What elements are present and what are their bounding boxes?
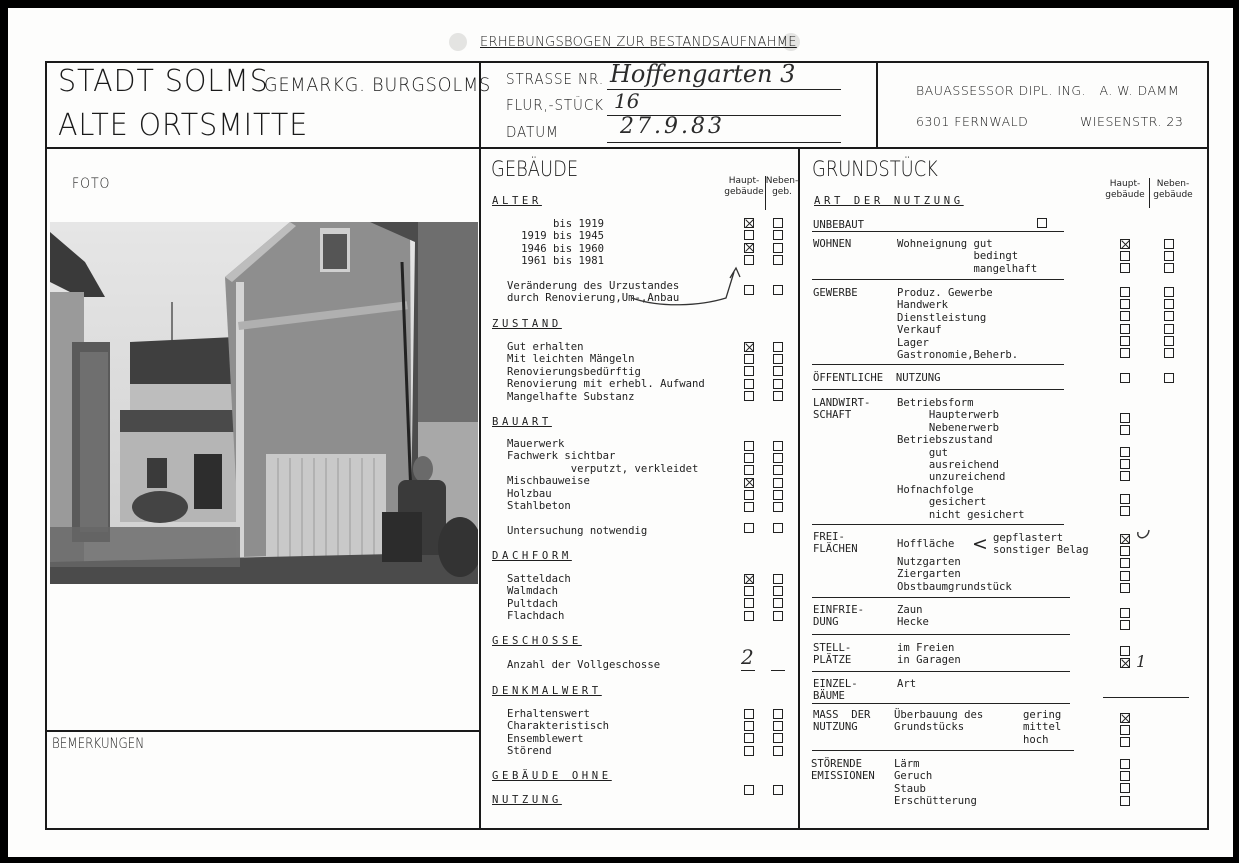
gewerbe-items: Produz. Gewerbe Handwerk Dienstleistung Verkauf Lager Gastronomie,Beherb. xyxy=(897,287,1019,362)
hofflaeche-label: Hoffläche xyxy=(897,538,955,550)
gewerbe-neben-checkbox[interactable] xyxy=(1164,299,1174,309)
mass-items: Überbauung des Grundstücks xyxy=(894,709,984,734)
mass-levels: gering mittel hoch xyxy=(1023,709,1062,746)
gewerbe-haupt-checkbox[interactable] xyxy=(1120,287,1130,297)
landwirt-zustand-checkbox[interactable] xyxy=(1120,459,1130,469)
art-title: ART DER NUTZUNG xyxy=(814,195,964,207)
geschosse-title: GESCHOSSE xyxy=(492,635,582,647)
address-street: WIESENSTR. 23 xyxy=(1080,114,1184,129)
denkmal-neben-checkbox[interactable] xyxy=(773,746,783,756)
alter-haupt-checkbox[interactable] xyxy=(744,218,754,228)
zustand-title: ZUSTAND xyxy=(492,318,562,330)
landwirt-zustand-checkbox[interactable] xyxy=(1120,471,1130,481)
denkmal-items: Erhaltenswert Charakteristisch Ensemblewert Störend xyxy=(507,708,610,758)
gebaeude-col-neben: Neben- geb. xyxy=(765,176,799,197)
datum-value: 27.9.83 xyxy=(620,114,725,139)
flur-label: FLUR,-STÜCK xyxy=(506,96,604,114)
alter-haupt-checkbox[interactable] xyxy=(744,230,754,240)
denkmal-neben-checkbox[interactable] xyxy=(773,733,783,743)
wohnen-neben-checkbox[interactable] xyxy=(1164,251,1174,261)
grundstueck-col-divider xyxy=(1149,178,1150,208)
gebaeude-col-haupt: Haupt- gebäude xyxy=(724,176,764,197)
bauart-neben-checkbox[interactable] xyxy=(773,441,783,451)
zustand-neben-checkbox[interactable] xyxy=(773,366,783,376)
dachform-haupt-checkbox[interactable] xyxy=(744,574,754,584)
dachform-haupt-checkbox[interactable] xyxy=(744,586,754,596)
einfriedung-items: Zaun Hecke xyxy=(897,604,929,629)
alter-neben-checkbox[interactable] xyxy=(773,230,783,240)
bauart-haupt-checkbox[interactable] xyxy=(744,453,754,463)
denkmal-haupt-checkbox[interactable] xyxy=(744,733,754,743)
nutzung-title: NUTZUNG xyxy=(492,794,562,806)
wohnen-haupt-checkbox[interactable] xyxy=(1120,263,1130,273)
zustand-haupt-checkbox[interactable] xyxy=(744,342,754,352)
untersuchung-neben-checkbox[interactable] xyxy=(773,523,783,533)
alter-neben-checkbox[interactable] xyxy=(773,218,783,228)
einzel-label: EINZEL- BÄUME xyxy=(813,678,858,703)
landwirt-zustand-checkbox[interactable] xyxy=(1120,447,1130,457)
row-line-unbebaut xyxy=(812,231,1064,232)
gemarkung: GEMARKG. BURGSOLMS xyxy=(264,74,492,96)
stell-checkbox[interactable] xyxy=(1120,646,1130,656)
dachform-neben-checkbox[interactable] xyxy=(773,611,783,621)
dachform-haupt-checkbox[interactable] xyxy=(744,611,754,621)
hof-brace: < xyxy=(972,533,988,555)
renovation-arrow xyxy=(630,258,750,310)
einzel-items: Art xyxy=(897,678,917,690)
row-line-frei xyxy=(812,597,1070,598)
stell-count: 1 xyxy=(1136,652,1147,671)
gewerbe-neben-checkbox[interactable] xyxy=(1164,311,1174,321)
geschosse-item: Anzahl der Vollgeschosse xyxy=(507,659,661,671)
bauart-neben-checkbox[interactable] xyxy=(773,453,783,463)
address-city: 6301 FERNWALD xyxy=(916,114,1029,129)
datum-line xyxy=(607,142,841,143)
alter-neben-checkbox[interactable] xyxy=(773,255,783,265)
landwirt-label: LANDWIRT- SCHAFT xyxy=(813,397,871,422)
frei-checkbox[interactable] xyxy=(1120,558,1130,568)
strasse-line xyxy=(607,89,841,90)
stell-items: im Freien in Garagen xyxy=(897,642,961,667)
oeffentlich-label: ÖFFENTLICHE NUTZUNG xyxy=(813,372,941,384)
gewerbe-haupt-checkbox[interactable] xyxy=(1120,348,1130,358)
stell-label: STELL- PLÄTZE xyxy=(813,642,852,667)
town-name: STADT SOLMS xyxy=(58,64,269,99)
stoer-checkbox[interactable] xyxy=(1120,759,1130,769)
form-title: ERHEBUNGSBOGEN ZUR BESTANDSAUFNAHME xyxy=(480,35,797,50)
zustand-items: Gut erhalten Mit leichten Mängeln Renovierungsbedürftig Renovierung mit erhebl. Aufwand Mangelhafte Substanz xyxy=(507,341,705,403)
denkmal-haupt-checkbox[interactable] xyxy=(744,709,754,719)
untersuchung-text: Untersuchung notwendig xyxy=(507,525,648,537)
gewerbe-neben-checkbox[interactable] xyxy=(1164,336,1174,346)
landwirt-form-checkbox[interactable] xyxy=(1120,425,1130,435)
building-photo xyxy=(50,222,478,584)
bauart-title: BAUART xyxy=(492,416,552,428)
zustand-neben-checkbox[interactable] xyxy=(773,379,783,389)
header-right-box xyxy=(876,61,1209,149)
stoer-checkbox[interactable] xyxy=(1120,771,1130,781)
bauart-haupt-checkbox[interactable] xyxy=(744,465,754,475)
bauart-neben-checkbox[interactable] xyxy=(773,478,783,488)
gewerbe-haupt-checkbox[interactable] xyxy=(1120,299,1130,309)
row-line-mass xyxy=(812,750,1074,751)
dachform-neben-checkbox[interactable] xyxy=(773,586,783,596)
alter-items: bis 1919 1919 bis 1945 1946 bis 1960 1961 bis 1981 xyxy=(521,218,604,268)
einfriedung-checkbox[interactable] xyxy=(1120,608,1130,618)
frei-items: Nutzgarten Ziergarten Obstbaumgrundstück xyxy=(897,556,1012,593)
row-line-gewerbe xyxy=(812,364,1064,365)
grundstueck-title: GRUNDSTÜCK xyxy=(812,157,938,181)
zustand-haupt-checkbox[interactable] xyxy=(744,391,754,401)
frei-checkbox[interactable] xyxy=(1120,546,1130,556)
ohne-title: GEBÄUDE OHNE xyxy=(492,770,612,782)
bauart-haupt-checkbox[interactable] xyxy=(744,441,754,451)
frei-label: FREI- FLÄCHEN xyxy=(813,531,858,556)
bauart-neben-checkbox[interactable] xyxy=(773,502,783,512)
nutzung-haupt-checkbox[interactable] xyxy=(744,785,754,795)
zustand-neben-checkbox[interactable] xyxy=(773,342,783,352)
wohnen-items: Wohneignung gut bedingt mangelhaft xyxy=(897,238,1038,275)
grundstueck-col-neben: Neben- gebäude xyxy=(1153,179,1193,200)
gebaeude-title: GEBÄUDE xyxy=(491,157,579,181)
denkmal-haupt-checkbox[interactable] xyxy=(744,746,754,756)
stell-checkbox[interactable] xyxy=(1120,658,1130,668)
bemerkungen-label: BEMERKUNGEN xyxy=(52,736,145,752)
bauart-haupt-checkbox[interactable] xyxy=(744,478,754,488)
zustand-haupt-checkbox[interactable] xyxy=(744,379,754,389)
gewerbe-neben-checkbox[interactable] xyxy=(1164,348,1174,358)
stoer-label: STÖRENDE EMISSIONEN xyxy=(811,758,875,783)
strasse-value: Hoffengarten 3 xyxy=(610,60,796,88)
frei-checkbox[interactable] xyxy=(1120,534,1130,544)
stoer-checkbox[interactable] xyxy=(1120,796,1130,806)
grundstueck-col-haupt: Haupt- gebäude xyxy=(1105,179,1145,200)
frei-checkbox[interactable] xyxy=(1120,583,1130,593)
alter-neben-checkbox[interactable] xyxy=(773,243,783,253)
dachform-title: DACHFORM xyxy=(492,550,572,562)
stoer-checkbox[interactable] xyxy=(1120,783,1130,793)
assessor-name: BAUASSESSOR DIPL. ING. A. W. DAMM xyxy=(916,83,1180,98)
einfriedung-label: EINFRIE- DUNG xyxy=(813,604,865,629)
wohnen-label: WOHNEN xyxy=(813,238,852,250)
landwirt-items: Betriebsform Haupterwerb Nebenerwerb Betriebszustand gut ausreichend unzureichend Hofnachfolge gesichert nicht gesichert xyxy=(897,397,1025,521)
alter-title: ALTER xyxy=(492,195,542,207)
mass-checkbox[interactable] xyxy=(1120,737,1130,747)
geschosse-line-haupt xyxy=(741,670,755,671)
veraenderung-neben-checkbox[interactable] xyxy=(773,285,783,295)
gebaeude-col-divider xyxy=(765,176,766,210)
veraenderung-text: Veränderung des Urzustandes durch Renovierung,Um-,Anbau xyxy=(507,280,680,305)
foto-label: FOTO xyxy=(72,176,111,192)
flur-value: 16 xyxy=(614,89,640,113)
stoer-items: Lärm Geruch Staub Erschütterung xyxy=(894,758,977,808)
zustand-neben-checkbox[interactable] xyxy=(773,354,783,364)
geschosse-line-neben xyxy=(771,670,785,671)
dachform-items: Satteldach Walmdach Pultdach Flachdach xyxy=(507,573,571,623)
geschosse-value: 2 xyxy=(741,645,754,669)
untersuchung-haupt-checkbox[interactable] xyxy=(744,523,754,533)
nutzung-neben-checkbox[interactable] xyxy=(773,785,783,795)
row-line-einzel xyxy=(812,703,1070,704)
denkmal-title: DENKMALWERT xyxy=(492,685,602,697)
wohnen-haupt-checkbox[interactable] xyxy=(1120,251,1130,261)
frei-checkbox[interactable] xyxy=(1120,571,1130,581)
hof-handmark xyxy=(1134,526,1154,544)
zustand-haupt-checkbox[interactable] xyxy=(744,366,754,376)
oeffentlich-neben-checkbox[interactable] xyxy=(1164,373,1174,383)
zustand-neben-checkbox[interactable] xyxy=(773,391,783,401)
gewerbe-neben-checkbox[interactable] xyxy=(1164,324,1174,334)
mass-checkbox[interactable] xyxy=(1120,725,1130,735)
alter-haupt-checkbox[interactable] xyxy=(744,243,754,253)
wohnen-neben-checkbox[interactable] xyxy=(1164,263,1174,273)
bauart-haupt-checkbox[interactable] xyxy=(744,502,754,512)
bauart-items: Mauerwerk Fachwerk sichtbar verputzt, verkleidet Mischbauweise Holzbau Stahlbeton xyxy=(507,438,699,513)
unbebaut-label: UNBEBAUT xyxy=(813,219,865,231)
datum-label: DATUM xyxy=(506,123,559,141)
gewerbe-haupt-checkbox[interactable] xyxy=(1120,311,1130,321)
denkmal-neben-checkbox[interactable] xyxy=(773,709,783,719)
wohnen-haupt-checkbox[interactable] xyxy=(1120,239,1130,249)
area-name: ALTE ORTSMITTE xyxy=(58,108,309,143)
mass-label: MASS DER NUTZUNG xyxy=(813,709,871,734)
gewerbe-haupt-checkbox[interactable] xyxy=(1120,336,1130,346)
bauart-neben-checkbox[interactable] xyxy=(773,465,783,475)
landwirt-nachfolge-checkbox[interactable] xyxy=(1120,506,1130,516)
zustand-haupt-checkbox[interactable] xyxy=(744,354,754,364)
einfriedung-checkbox[interactable] xyxy=(1120,620,1130,630)
dachform-haupt-checkbox[interactable] xyxy=(744,598,754,608)
oeffentlich-haupt-checkbox[interactable] xyxy=(1120,373,1130,383)
bauart-neben-checkbox[interactable] xyxy=(773,490,783,500)
gewerbe-label: GEWERBE xyxy=(813,287,858,299)
denkmal-haupt-checkbox[interactable] xyxy=(744,721,754,731)
einzel-answer-line xyxy=(1103,697,1189,698)
dachform-neben-checkbox[interactable] xyxy=(773,598,783,608)
unbebaut-checkbox[interactable] xyxy=(1037,218,1047,228)
row-line-wohnen xyxy=(812,279,1064,280)
row-line-einfriedung xyxy=(812,634,1070,635)
denkmal-neben-checkbox[interactable] xyxy=(773,721,783,731)
dachform-neben-checkbox[interactable] xyxy=(773,574,783,584)
row-line-oeffentlich xyxy=(812,389,1064,390)
gewerbe-neben-checkbox[interactable] xyxy=(1164,287,1174,297)
gewerbe-haupt-checkbox[interactable] xyxy=(1120,324,1130,334)
landwirt-form-checkbox[interactable] xyxy=(1120,413,1130,423)
landwirt-nachfolge-checkbox[interactable] xyxy=(1120,494,1130,504)
punch-hole-left xyxy=(449,33,467,51)
row-line-landwirt xyxy=(812,524,1064,525)
bauart-haupt-checkbox[interactable] xyxy=(744,490,754,500)
mass-checkbox[interactable] xyxy=(1120,713,1130,723)
wohnen-neben-checkbox[interactable] xyxy=(1164,239,1174,249)
row-line-stell xyxy=(812,671,1070,672)
hof-options: gepflastert sonstiger Belag xyxy=(993,532,1089,557)
strasse-label: STRASSE NR. xyxy=(506,70,605,88)
